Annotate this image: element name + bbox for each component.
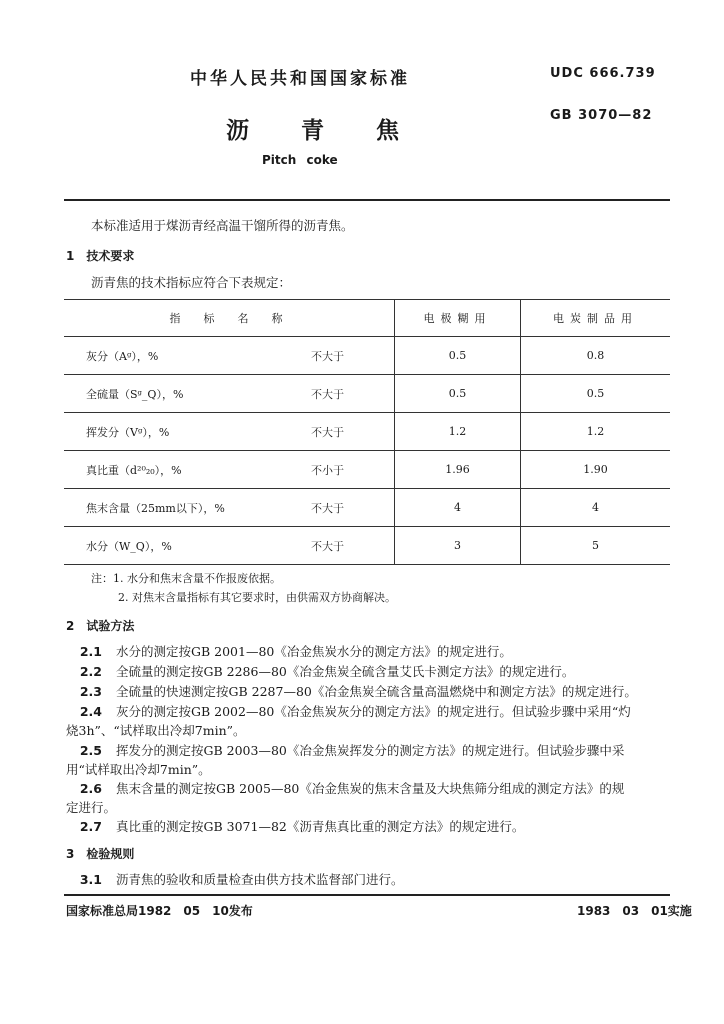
row-value-electrode: 1.2 bbox=[395, 413, 521, 451]
row-name: 灰分（Aᵍ），% bbox=[86, 350, 159, 363]
header-indicator: 指 标 名 称 bbox=[64, 300, 395, 337]
row-value-carbon: 1.90 bbox=[521, 451, 671, 489]
row-condition: 不大于 bbox=[311, 540, 344, 553]
row-condition: 不大于 bbox=[311, 426, 344, 439]
row-value-carbon: 0.8 bbox=[521, 337, 671, 375]
row-value-carbon: 5 bbox=[521, 527, 671, 565]
row-name: 焦末含量（25mm以下），% bbox=[86, 502, 225, 515]
clause-3-1: 3.1 沥青焦的验收和质量检查由供方技术监督部门进行。 bbox=[79, 872, 404, 887]
row-name: 水分（W_Q），% bbox=[86, 540, 172, 553]
row-value-carbon: 4 bbox=[521, 489, 671, 527]
issue-date: 国家标准总局1982 05 10发布 bbox=[66, 904, 253, 918]
row-value-electrode: 4 bbox=[395, 489, 521, 527]
section1-intro: 沥青焦的技术指标应符合下表规定： bbox=[91, 275, 292, 290]
spec-table bbox=[64, 299, 670, 565]
table-note-1: 注：1. 水分和焦末含量不作报废依据。 bbox=[91, 572, 281, 585]
section1-heading: 1 技术要求 bbox=[66, 249, 135, 263]
standard-org: 中华人民共和国国家标准 bbox=[190, 69, 410, 89]
table-row bbox=[64, 375, 670, 413]
clause-2-5: 2.5 挥发分的测定按GB 2003—80《冶金焦炭挥发分的测定方法》的规定进行。但试验步骤中采 bbox=[79, 743, 625, 758]
row-value-electrode: 3 bbox=[395, 527, 521, 565]
table-row bbox=[64, 413, 670, 451]
table-header-row bbox=[64, 300, 670, 337]
section3-heading: 3 检验规则 bbox=[66, 847, 135, 861]
table-row bbox=[64, 489, 670, 527]
scope-text: 本标准适用于煤沥青经高温干馏所得的沥青焦。 bbox=[91, 218, 354, 233]
english-title: Pitch coke bbox=[262, 153, 338, 167]
clause-2-3: 2.3 全硫量的快速测定按GB 2287—80《冶金焦炭全硫含量高温燃烧中和测定方法》的规定进行。 bbox=[79, 684, 637, 699]
row-name: 挥发分（Vᵍ），% bbox=[86, 426, 170, 439]
clause-2-7: 2.7 真比重的测定按GB 3071—82《沥青焦真比重的测定方法》的规定进行。 bbox=[79, 819, 525, 834]
clause-2-1: 2.1 水分的测定按GB 2001—80《冶金焦炭水分的测定方法》的规定进行。 bbox=[79, 644, 512, 659]
header-electrode-paste: 电极糊用 bbox=[395, 300, 521, 337]
udc-code: UDC 666.739 bbox=[550, 66, 656, 81]
row-value-electrode: 0.5 bbox=[395, 375, 521, 413]
clause-2-4-cont: 烧3h”、“试样取出冷却7min”。 bbox=[66, 723, 246, 738]
row-value-electrode: 1.96 bbox=[395, 451, 521, 489]
row-condition: 不小于 bbox=[311, 464, 344, 477]
table-row bbox=[64, 527, 670, 565]
row-value-carbon: 1.2 bbox=[521, 413, 671, 451]
standard-number: GB 3070—82 bbox=[550, 108, 653, 123]
table-note-2: 2. 对焦末含量指标有其它要求时，由供需双方协商解决。 bbox=[118, 591, 396, 604]
row-value-electrode: 0.5 bbox=[395, 337, 521, 375]
row-name: 真比重（d²⁰₂₀），% bbox=[86, 464, 182, 477]
row-value-carbon: 0.5 bbox=[521, 375, 671, 413]
clause-2-6-cont: 定进行。 bbox=[66, 800, 117, 815]
table-row bbox=[64, 337, 670, 375]
row-condition: 不大于 bbox=[311, 350, 344, 363]
document-title: 沥 青 焦 bbox=[226, 118, 422, 144]
effective-date: 1983 03 01实施 bbox=[577, 904, 692, 918]
section2-heading: 2 试验方法 bbox=[66, 619, 135, 633]
clause-2-6: 2.6 焦末含量的测定按GB 2005—80《冶金焦炭的焦末含量及大块焦筛分组成的测定方法》的规 bbox=[79, 781, 625, 796]
row-condition: 不大于 bbox=[311, 502, 344, 515]
row-condition: 不大于 bbox=[311, 388, 344, 401]
clause-2-4: 2.4 灰分的测定按GB 2002—80《冶金焦炭灰分的测定方法》的规定进行。但试验步骤中采用“灼 bbox=[79, 704, 631, 719]
header-carbon-products: 电炭制品用 bbox=[521, 300, 671, 337]
clause-2-2: 2.2 全硫量的测定按GB 2286—80《冶金焦炭全硫含量艾氏卡测定方法》的规定进行。 bbox=[79, 664, 575, 679]
row-name: 全硫量（Sᵍ_Q），% bbox=[86, 388, 184, 401]
header-divider bbox=[64, 199, 670, 201]
clause-2-5-cont: 用“试样取出冷却7min”。 bbox=[66, 762, 211, 777]
footer-divider bbox=[64, 894, 670, 896]
table-row bbox=[64, 451, 670, 489]
